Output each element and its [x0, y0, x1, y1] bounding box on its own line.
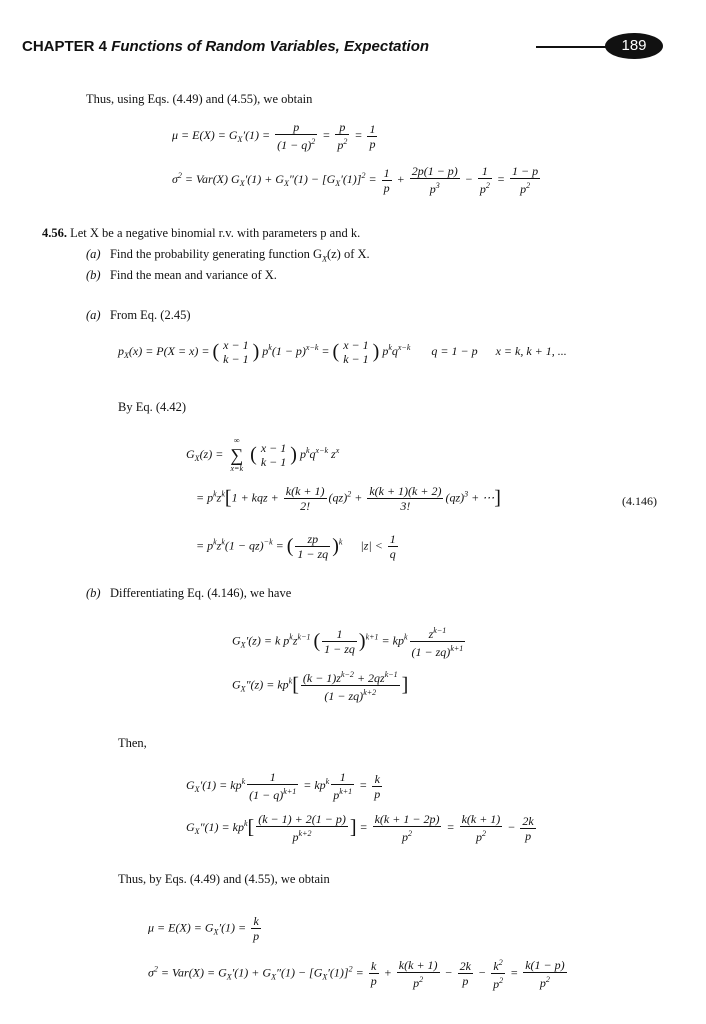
page-number: 189 [621, 37, 647, 54]
part-a-label: (a) [86, 247, 101, 261]
part-b-text: Find the mean and variance of X. [109, 268, 277, 282]
then-text: Then, [118, 736, 147, 750]
chapter-label: CHAPTER 4 [22, 38, 108, 55]
equation-gf-sum: $G_X(z)$ = ∞ ∑ x=k ( x − 1 k − 1 ) $p^kq^{x-k}$ $z^x$ [186, 436, 340, 473]
equation-gxx1: $G_X''(1) = kp^k$[ $\frac{(k - 1) + 2(1 - p)}{p^{k+2}}$ ] = $\frac{k(k + 1 - 2p)}{p^2}$ = $\frac{k(k + 1)}{p^2}$ − $\frac{2k}{p}$ [186, 812, 534, 844]
equation-pmf: $p_X(x) = P(X = x)$ = ( x − 1 k − 1 ) $p^k(1 - p)^{x-k}$ = ( x − 1 k − 1 ) $p^kq^{x-k}$ q = 1 − p x = k, k + 1, ... [118, 338, 567, 366]
equation-mean-geometric: $\mu = E(X) = G_X'(1)$ = $\frac{p}{(1 - q)^2}$ = $\frac{p}{p^2}$ = $\frac{1}{p}$ [172, 120, 376, 152]
solution-a-text: From Eq. (2.45) [109, 308, 191, 322]
problem-number: 4.56. [42, 226, 67, 240]
equation-number: (4.146) [622, 494, 657, 508]
solution-b [86, 586, 291, 601]
problem-text: Let X be a negative binomial r.v. with parameters p and k. [70, 226, 361, 240]
solution-a-label: (a) [86, 308, 101, 322]
by-eq-text: By Eq. (4.42) [118, 400, 187, 414]
chapter-subtitle: Functions of Random Variables, Expectation [111, 38, 430, 55]
equation-variance-negbin: $\sigma^2 = Var(X) = G_X'(1) + G_X''(1) - [G_X'(1)]^2$ = $\frac{k}{p}$ + $\frac{k(k + 1)}{p^2}$ − $\frac{2k}{p}$ − $\frac{k^2}{p^2}$ = $\frac{k(1 - p)}{p^2}$ [148, 957, 565, 991]
equation-first-derivative: $G_X'(z) = k$ $p^kz^{k-1}$ ( $\frac{1}{1 - zq}$ )$^{k+1} = kp^k$ $\frac{z^{k-1}}{(1 - zq)^{k+1}}$ [232, 626, 464, 659]
solution-b-text: Differentiating Eq. (4.146), we have [109, 586, 292, 600]
equation-variance-geometric: $\sigma^2 = Var(X) G_X'(1) + G_X''(1) - [G_X'(1)]^2$ = $\frac{1}{p}$ + $\frac{2p(1 - p)}{p^3}$ − $\frac{1}{p^2}$ = $\frac{1 - p}{p^2}$ [172, 164, 539, 196]
equation-gx1: $G_X'(1) = kp^k$ $\frac{1}{(1 - q)^{k+1}}$ = $kp^k$ $\frac{1}{p^{k+1}}$ = $\frac{k}{p}$ [186, 770, 381, 802]
equation-mean-negbin: $\mu = E(X) = G_X'(1)$ = $\frac{k}{p}$ [148, 914, 260, 943]
problem-statement [42, 226, 360, 241]
final-text: Thus, by Eqs. (4.49) and (4.55), we obtain [118, 872, 330, 886]
intro-text: Thus, using Eqs. (4.49) and (4.55), we obtain [86, 92, 313, 106]
page-number-badge [605, 33, 663, 59]
header-rule [536, 46, 616, 48]
problem-part-b [86, 268, 277, 283]
chapter-header [22, 38, 429, 55]
solution-b-label: (b) [86, 586, 101, 600]
problem-part-a: (a) Find the probability generating function $G_X(z)$ of X. [86, 247, 370, 264]
equation-second-derivative: $G_X''(z) = kp^k$[ $\frac{(k - 1)z^{k-2} + 2qz^{k-1}}{(1 - zq)^{k+2}}$ ] [232, 670, 409, 703]
part-a-text: Find the probability generating function G [109, 247, 323, 261]
part-a-tail: (z) of X. [326, 247, 370, 261]
part-b-label: (b) [86, 268, 101, 282]
equation-gf-closed: = $p^kz^k(1 - qz)^{-k}$ = ( $\frac{zp}{1 - zq}$ )$^k$ |z| < $\frac{1}{q}$ [196, 532, 396, 561]
equation-gf-series: = $p^kz^k[1$ + kqz + $\frac{k(k + 1)}{2!}$ (qz)$^2$ + $\frac{k(k + 1)(k + 2)}{3!}$ (qz)$^3$ + ⋯] [196, 484, 501, 513]
solution-a [86, 308, 191, 323]
